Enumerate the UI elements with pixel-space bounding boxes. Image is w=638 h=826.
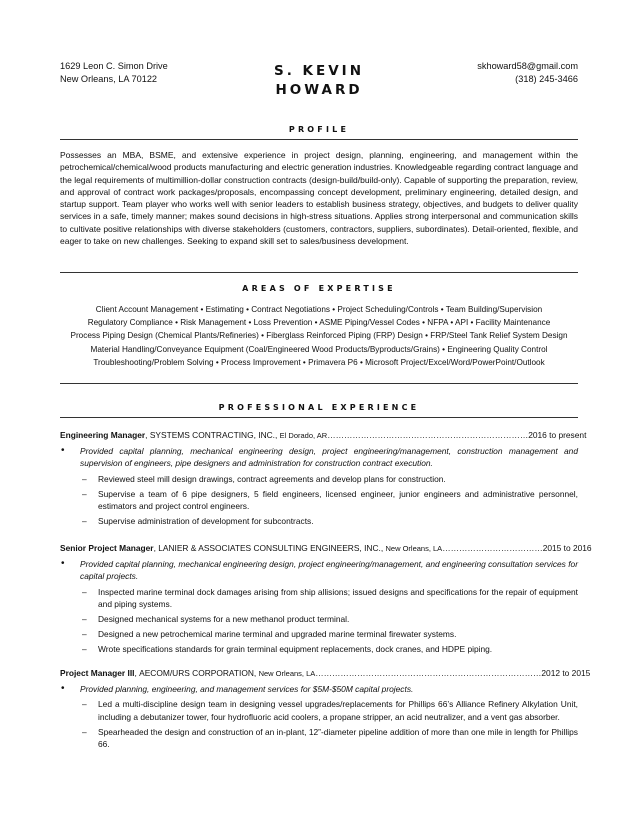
profile-rule (60, 139, 578, 140)
job-entry (60, 542, 592, 656)
company-name: LANIER & ASSOCIATES CONSULTING ENGINEERS, INC., (158, 543, 384, 553)
name-line-1: S. KEVIN (273, 63, 364, 79)
job-location: New Orleans, LA (258, 669, 316, 678)
dot-leader: ……………………………………………………………………… (315, 668, 542, 678)
job-summary: • Provided capital planning, mechanical engineering design, project engineering/management, construction management and supervision of engineers, pipe designers and administration for construction contract execution. (60, 445, 578, 469)
experience-rule (60, 417, 578, 418)
job-header: Senior Project Manager, LANIER & ASSOCIATES CONSULTING ENGINEERS, INC., New Orleans, LA………………………………2015 to 2016 (60, 543, 592, 553)
job-item: – Designed mechanical systems for a new methanol product terminal. (60, 613, 578, 625)
job-entry (60, 667, 591, 750)
areas-bottom-rule (60, 383, 578, 384)
job-title: Project Manager III (60, 668, 135, 678)
areas-line: Troubleshooting/Problem Solving • Process Improvement • Primavera P6 • Microsoft Project/Excel/Word/PowerPoint/Outlook (93, 357, 545, 367)
dot-leader: ……………………………… (442, 543, 543, 553)
job-item: – Supervise a team of 6 pipe designers, 5 field engineers, licensed engineer, junior engineers and administrative personnel, estimators and project control engineers. (60, 488, 578, 512)
job-dates: 2016 to present (528, 430, 587, 440)
experience-heading: PROFESSIONAL EXPERIENCE (218, 403, 420, 412)
job-title: Senior Project Manager (60, 543, 154, 553)
job-item: – Designed a new petrochemical marine terminal and upgraded marine terminal firewater systems. (60, 628, 578, 640)
address-line-2: New Orleans, LA 70122 (60, 74, 158, 84)
job-summary: • Provided planning, engineering, and management services for $5M-$50M capital projects. (60, 683, 578, 695)
profile-text: Possesses an MBA, BSME, and extensive experience in project design, planning, engineering, and management within the petrochemical/chemical/wood products manufacturing and electric generation industries. Knowledgeable regarding contract language and the legal requirements of multimillion-dollar construction contracts (design-build/build-only). Capable of supporting the preparation, review, and approval of contract work packages/proposals, encompassing concept development, preliminary engineering, detailed design, and startup support. Team player who works well with senior leaders to establish business strategy, objectives, and budgets to deliver quality services in a safe, timely manner; makes sound decisions in high-stress situations. Applies strong interpersonal and communication skills to cultivate positive relationships with diverse stakeholders (customers, contractors, suppliers, subordinates). Detail-oriented, flexible, and eager to take on new challenges. Seeking to expand skill set to sales/business development. (60, 150, 578, 247)
areas-of-expertise (60, 303, 578, 369)
areas-heading: AREAS OF EXPERTISE (242, 284, 396, 293)
job-location: El Dorado, AR (279, 431, 328, 440)
job-item: – Led a multi-discipline design team in designing vessel upgrades/replacements for Phillips 66’s Alliance Refinery Alkylation Unit, including a debutanizer tower, four hydrofluoric acid coolers, a propane stripper, an acid neutralizer, and a vent gas absorber. (60, 698, 578, 722)
job-dates: 2012 to 2015 (541, 668, 591, 678)
areas-line: Material Handling/Conveyance Equipment (Coal/Engineered Wood Products/Byproducts/Grains) • Engineering Quality Control (90, 344, 548, 354)
job-header: Project Manager III, AECOM/URS CORPORATION, New Orleans, LA………………………………………………………………………2012 to 2015 (60, 668, 591, 678)
profile-bottom-rule (60, 272, 578, 273)
job-item: – Reviewed steel mill design drawings, contract agreements and develop plans for construction. (60, 473, 578, 485)
job-entry (60, 429, 587, 527)
job-item: – Spearheaded the design and construction of an in-plant, 12”-diameter pipeline addition of more than one mile in length for Phillips 66. (60, 726, 578, 750)
company-name: SYSTEMS CONTRACTING, INC., (149, 430, 278, 440)
job-location: New Orleans, LA (385, 544, 443, 553)
areas-line: Regulatory Compliance • Risk Management • Loss Prevention • ASME Piping/Vessel Codes • NFPA • API • Facility Maintenance (87, 318, 551, 328)
job-item: – Supervise administration of development for subcontracts. (60, 515, 578, 527)
job-item: – Wrote specifications standards for grain terminal equipment replacements, dock cranes, and HDPE piping. (60, 643, 578, 655)
job-title: Engineering Manager (60, 430, 146, 440)
job-item: – Inspected marine terminal dock damages arising from ship allisions; issued designs and specifications for the repair of equipment and piping systems. (60, 586, 578, 610)
profile-heading: PROFILE (288, 125, 350, 134)
name-line-2: HOWARD (275, 82, 363, 98)
job-header: Engineering Manager, SYSTEMS CONTRACTING, INC., El Dorado, AR………………………………………………………………2016 to present (60, 430, 587, 440)
dot-leader: ……………………………………………………………… (327, 430, 529, 440)
contact-info (477, 60, 578, 86)
job-summary: • Provided capital planning, mechanical engineering design, project engineering/management, and engineering consultation services for capital projects. (60, 558, 578, 582)
company-name: AECOM/URS CORPORATION, (139, 668, 257, 678)
email-address[interactable]: skhoward58@gmail.com (477, 61, 578, 71)
address-line-1: 1629 Leon C. Simon Drive (60, 61, 168, 71)
job-dates: 2015 to 2016 (542, 543, 592, 553)
areas-line: Process Piping Design (Chemical Plants/Refineries) • Fiberglass Reinforced Piping (FRP) Design • FRP/Steel Tank Relief System Design (70, 331, 568, 341)
areas-line: Client Account Management • Estimating • Contract Negotiations • Project Scheduling/Controls • Team Building/Supervision (95, 305, 543, 314)
phone-number: (318) 245-3466 (515, 74, 578, 84)
